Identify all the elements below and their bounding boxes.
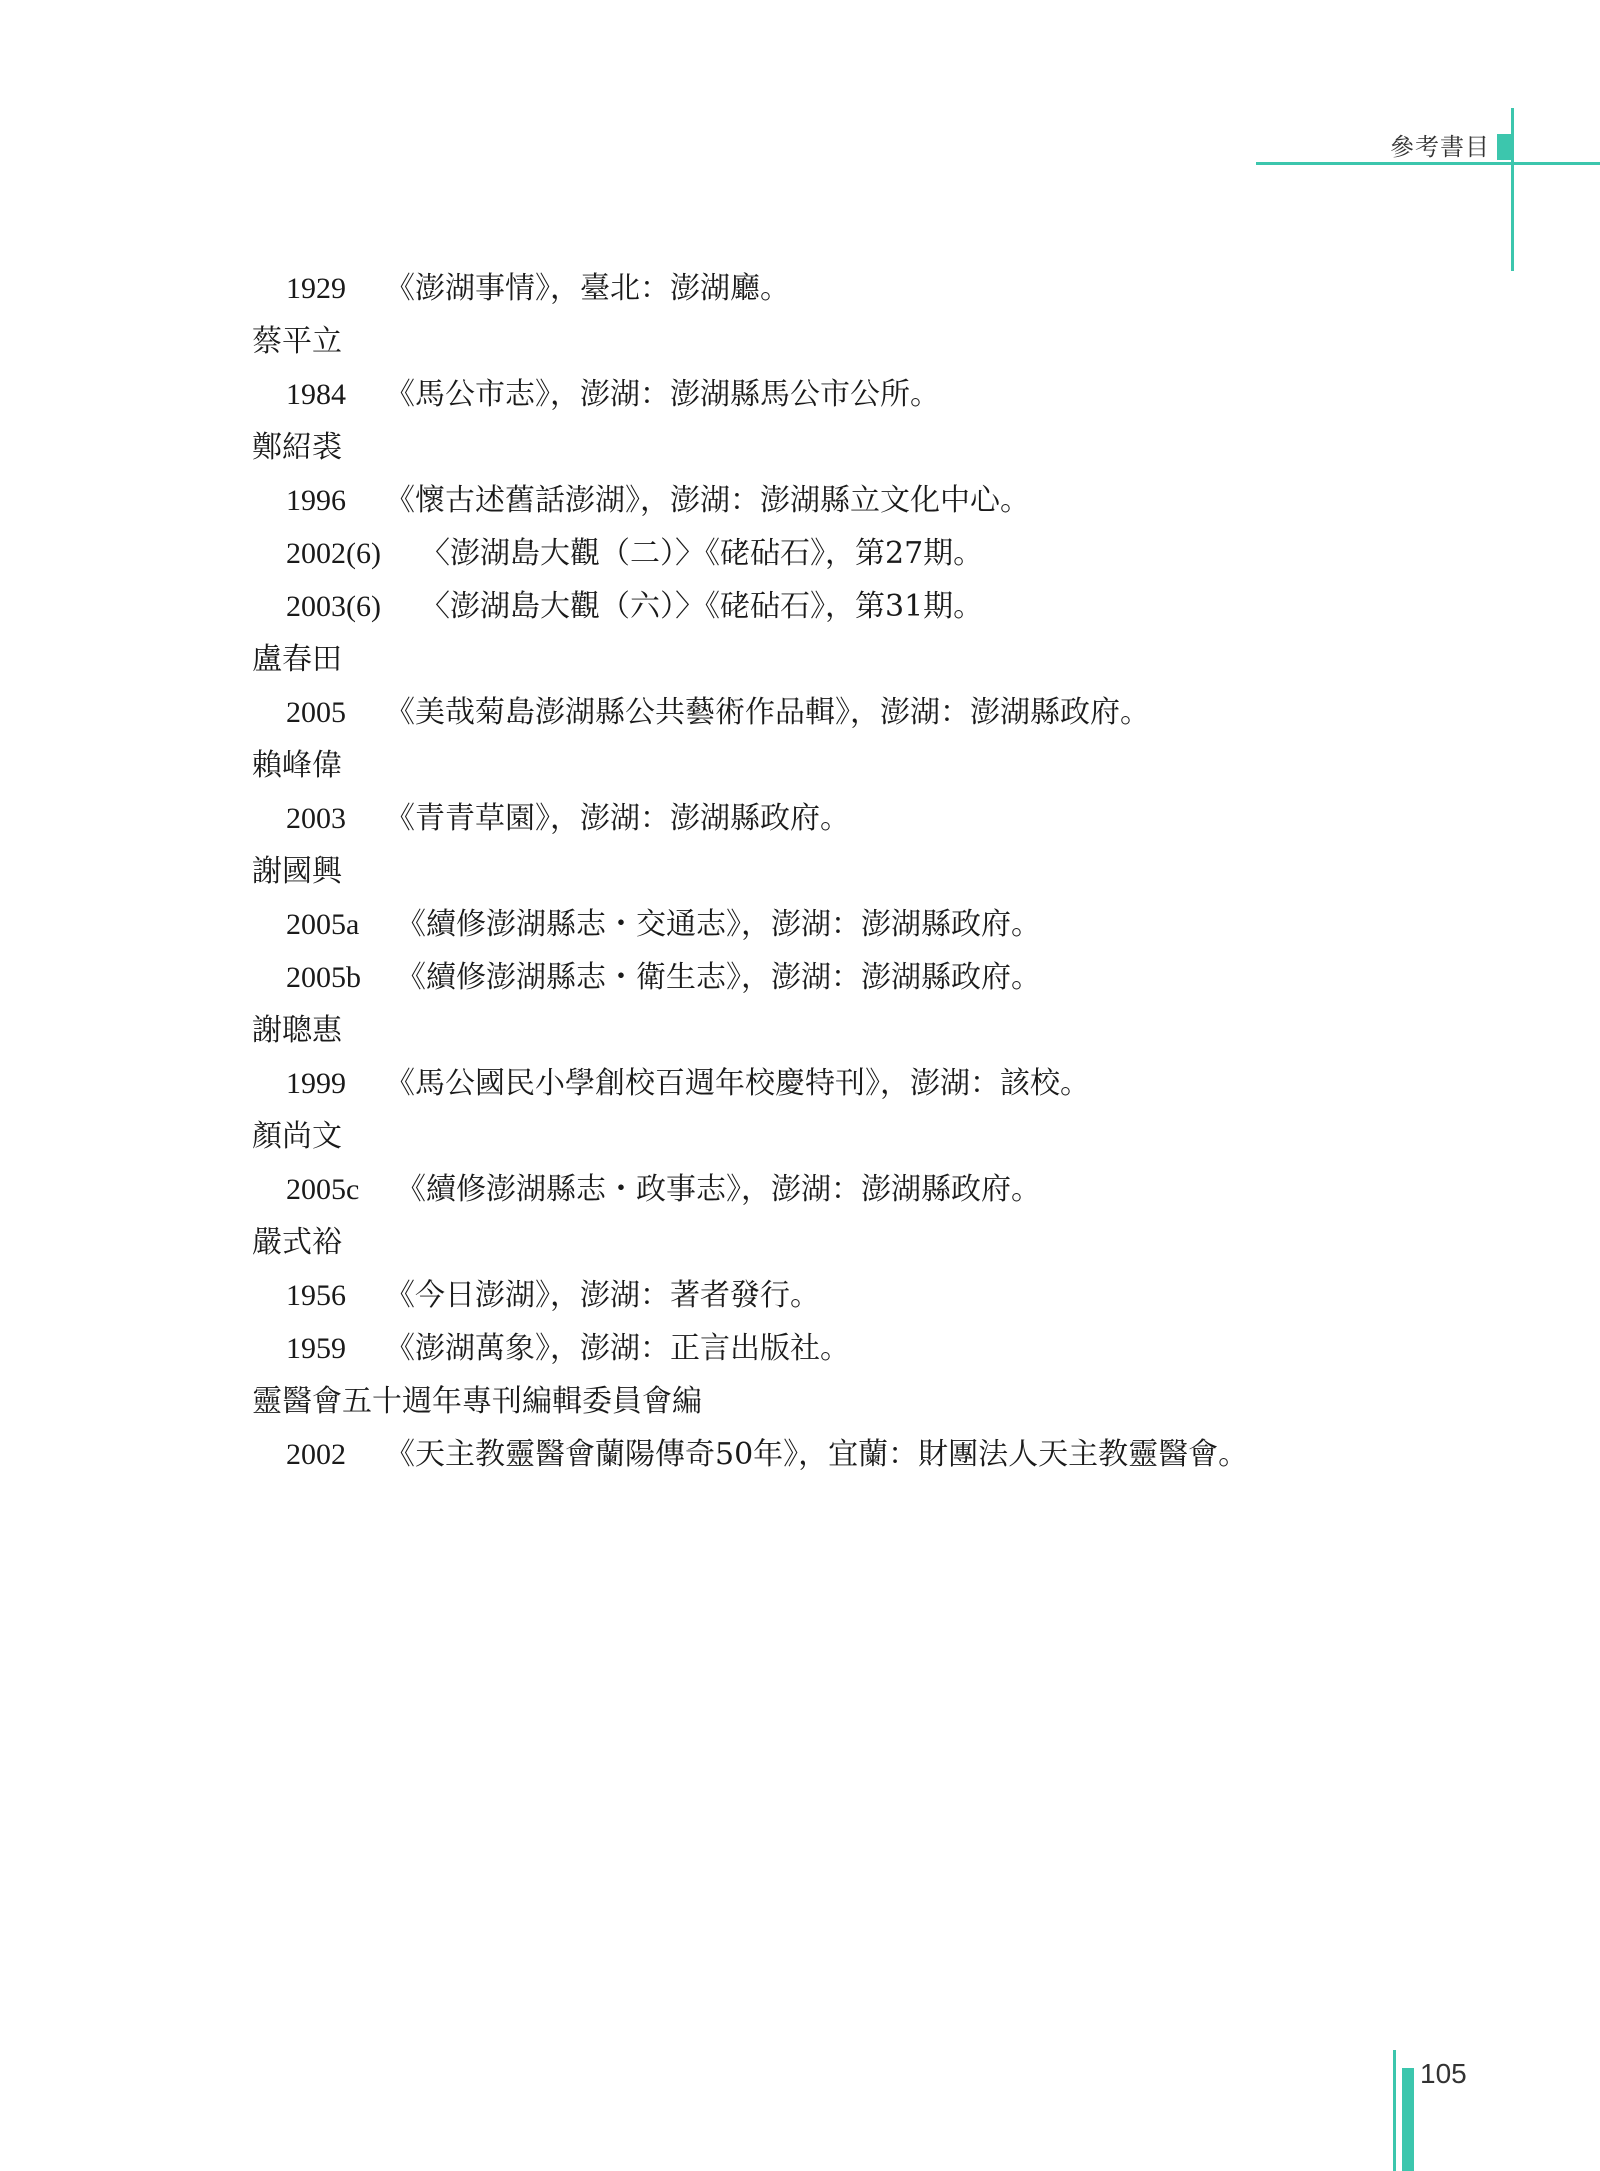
- header-accent-block: [1497, 134, 1511, 160]
- entry-year: 1956: [286, 1279, 346, 1312]
- entry-row: [0, 1428, 1600, 1481]
- entry-author: 賴峰偉: [252, 748, 342, 783]
- bibliography-list: [0, 262, 1600, 1481]
- author-row: [0, 1375, 1600, 1428]
- entry-title: 〈澎湖島大觀（二）〉《硓砧石》，第27期。: [420, 536, 984, 571]
- entry-title: 《續修澎湖縣志・政事志》，澎湖：澎湖縣政府。: [396, 1172, 1041, 1207]
- entry-title: 《續修澎湖縣志・交通志》，澎湖：澎湖縣政府。: [396, 907, 1041, 942]
- entry-year: 1929: [286, 272, 346, 305]
- entry-year: 1984: [286, 378, 346, 411]
- entry-year: 1996: [286, 484, 346, 517]
- footer-accent-bar: [1402, 2068, 1414, 2171]
- author-row: [0, 315, 1600, 368]
- author-row: [0, 1110, 1600, 1163]
- entry-title: 《澎湖事情》，臺北：澎湖廳。: [385, 271, 790, 306]
- entry-row: [0, 368, 1600, 421]
- entry-title: 《懷古述舊話澎湖》，澎湖：澎湖縣立文化中心。: [385, 483, 1030, 518]
- entry-author: 蔡平立: [252, 324, 342, 359]
- entry-year: 2002: [286, 1438, 346, 1471]
- entry-title: 《青青草園》，澎湖：澎湖縣政府。: [385, 801, 850, 836]
- entry-year: 1999: [286, 1067, 346, 1100]
- entry-author: 謝聰惠: [252, 1013, 342, 1048]
- entry-row: [0, 580, 1600, 633]
- entry-row: [0, 527, 1600, 580]
- section-title: 參考書目: [1390, 133, 1490, 161]
- author-row: [0, 845, 1600, 898]
- entry-author: 鄭紹裘: [252, 430, 342, 465]
- entry-row: [0, 1163, 1600, 1216]
- entry-year: 2005c: [286, 1173, 360, 1206]
- entry-title: 《澎湖萬象》，澎湖：正言出版社。: [385, 1331, 850, 1366]
- entry-title: 《馬公國民小學創校百週年校慶特刊》，澎湖：該校。: [385, 1066, 1090, 1101]
- entry-title: 〈澎湖島大觀（六）〉《硓砧石》，第31期。: [420, 589, 984, 624]
- header-rule-vertical: [1511, 108, 1514, 271]
- entry-row: [0, 474, 1600, 527]
- entry-author: 靈醫會五十週年專刊編輯委員會編: [252, 1384, 702, 1419]
- entry-title: 《續修澎湖縣志・衛生志》，澎湖：澎湖縣政府。: [396, 960, 1041, 995]
- entry-title: 《美哉菊島澎湖縣公共藝術作品輯》，澎湖：澎湖縣政府。: [385, 695, 1150, 730]
- entry-author: 盧春田: [252, 642, 342, 677]
- entry-row: [0, 686, 1600, 739]
- entry-year: 2003: [286, 802, 346, 835]
- entry-title: 《馬公市志》，澎湖：澎湖縣馬公市公所。: [385, 377, 940, 412]
- entry-year: 1959: [286, 1332, 346, 1365]
- entry-title: 《今日澎湖》，澎湖：著者發行。: [385, 1278, 820, 1313]
- entry-row: [0, 792, 1600, 845]
- footer-rule-vertical: [1393, 2050, 1396, 2171]
- entry-row: [0, 898, 1600, 951]
- entry-author: 顏尚文: [252, 1119, 342, 1154]
- author-row: [0, 739, 1600, 792]
- entry-row: [0, 1057, 1600, 1110]
- entry-year: 2005b: [286, 961, 361, 994]
- entry-year: 2005a: [286, 908, 360, 941]
- header-rule-horizontal: [1256, 162, 1600, 165]
- entry-year: 2005: [286, 696, 346, 729]
- entry-year: 2003(6): [286, 590, 381, 623]
- author-row: [0, 1004, 1600, 1057]
- entry-row: [0, 1322, 1600, 1375]
- entry-row: [0, 262, 1600, 315]
- entry-title: 《天主教靈醫會蘭陽傳奇50年》，宜蘭：財團法人天主教靈醫會。: [385, 1437, 1249, 1472]
- entry-row: [0, 1269, 1600, 1322]
- author-row: [0, 1216, 1600, 1269]
- page-number: 105: [1420, 2058, 1467, 2089]
- entry-year: 2002(6): [286, 537, 381, 570]
- author-row: [0, 421, 1600, 474]
- entry-row: [0, 951, 1600, 1004]
- entry-author: 嚴式裕: [252, 1225, 342, 1260]
- author-row: [0, 633, 1600, 686]
- entry-author: 謝國興: [252, 854, 342, 889]
